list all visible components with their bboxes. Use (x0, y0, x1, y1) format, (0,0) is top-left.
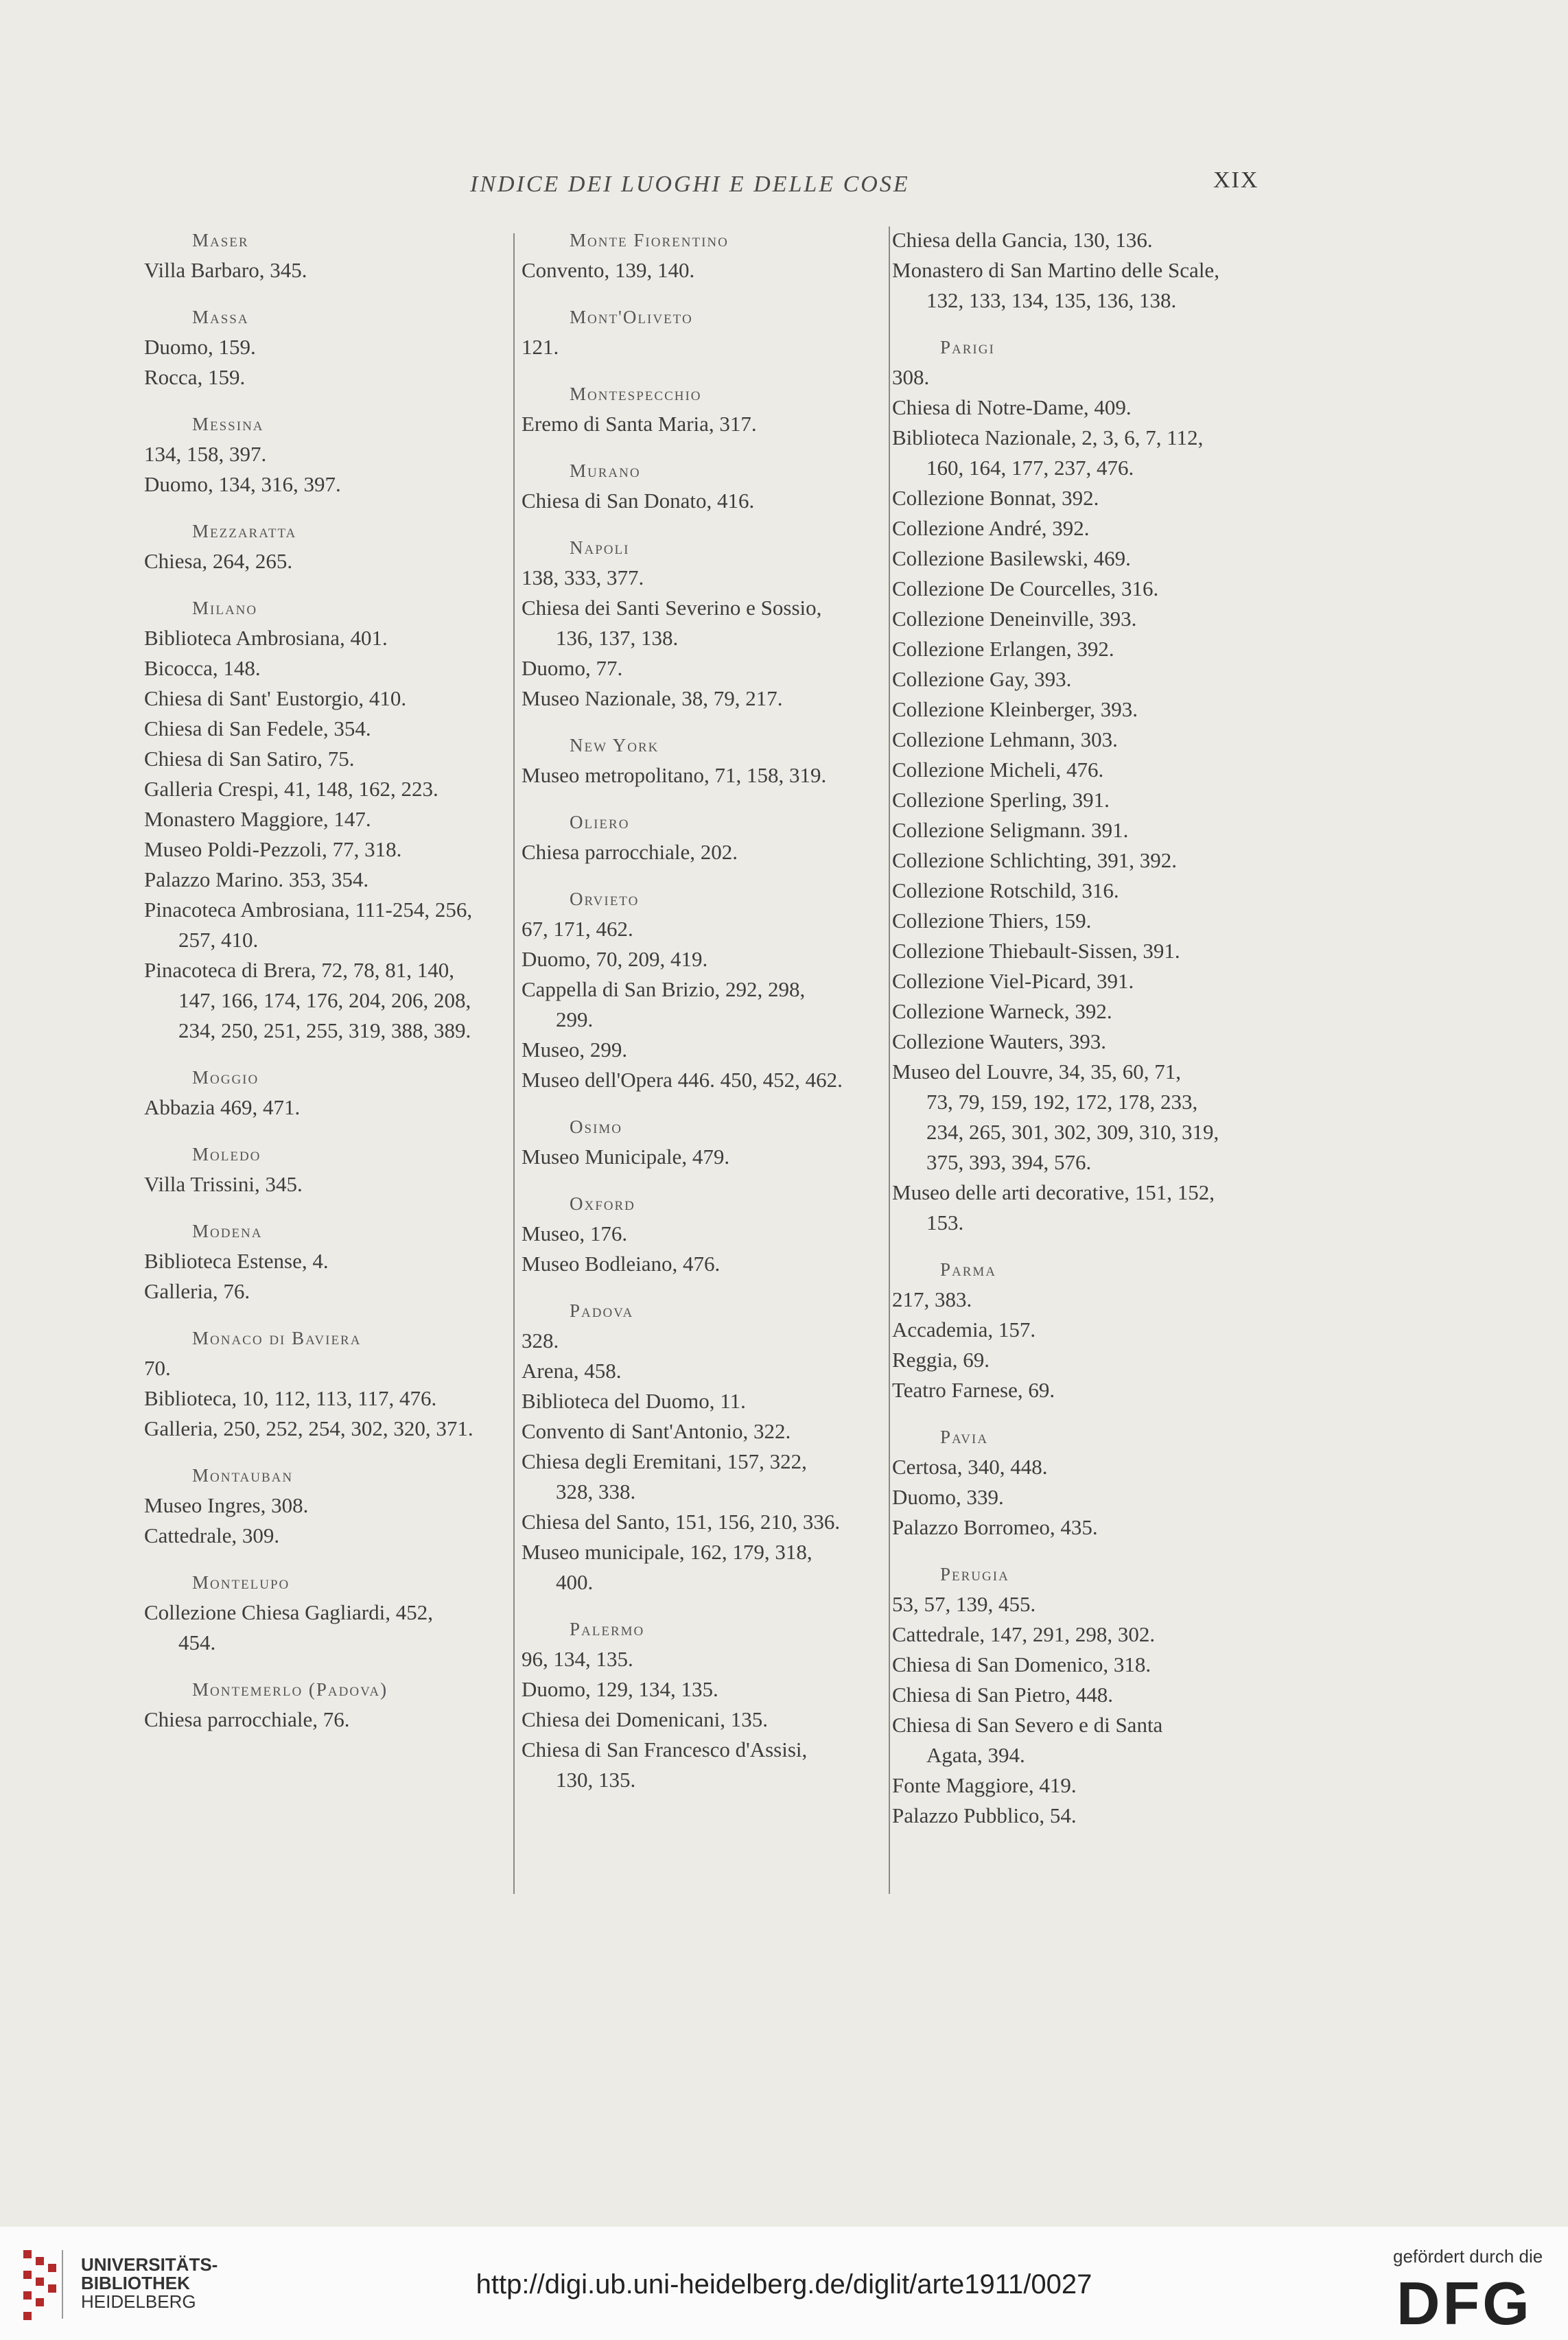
place-heading: Napoli (570, 537, 630, 558)
index-entry: 132, 133, 134, 135, 136, 138. (926, 288, 1177, 312)
place-heading: Parma (940, 1259, 997, 1280)
place-heading: Oliero (570, 812, 630, 832)
place-heading: Murano (570, 460, 641, 481)
index-entry: Museo del Louvre, 34, 35, 60, 71, (892, 1060, 1182, 1084)
index-entry: 121. (522, 335, 559, 359)
index-section (522, 533, 906, 714)
index-entry: Chiesa di Notre-Dame, 409. (892, 395, 1132, 419)
page-header (0, 167, 1568, 213)
index-entry: 96, 134, 135. (522, 1647, 633, 1671)
index-entry: Biblioteca Estense, 4. (144, 1249, 329, 1273)
index-entry: Villa Trissini, 345. (144, 1172, 303, 1196)
index-section (522, 1189, 906, 1279)
index-section (892, 1559, 1318, 1831)
index-entry: 130, 135. (556, 1768, 636, 1792)
place-heading: New York (570, 735, 659, 756)
index-section (144, 1323, 528, 1444)
library-name-line: UNIVERSITÄTS- (81, 2254, 218, 2275)
index-entry: Collezione Schlichting, 391, 392. (892, 848, 1178, 872)
place-heading: Moggio (192, 1067, 259, 1088)
index-entry: Chiesa di San Donato, 416. (522, 489, 755, 513)
index-entry: 375, 393, 394, 576. (926, 1150, 1092, 1174)
index-entry: Convento, 139, 140. (522, 258, 695, 282)
index-entry: 70. (144, 1356, 171, 1380)
index-entry: Chiesa di San Severo e di Santa (892, 1713, 1163, 1737)
index-section (892, 332, 1318, 1238)
index-entry: Agata, 394. (926, 1743, 1025, 1767)
index-entry: Collezione Viel-Picard, 391. (892, 969, 1134, 993)
index-entry: Collezione Gay, 393. (892, 667, 1072, 691)
place-heading: Palermo (570, 1619, 645, 1639)
place-heading: Mont'Oliveto (570, 307, 693, 327)
index-entry: Abbazia 469, 471. (144, 1095, 301, 1119)
index-entry: Collezione Wauters, 393. (892, 1029, 1107, 1053)
index-entry: Duomo, 129, 134, 135. (522, 1677, 718, 1701)
index-section (144, 516, 528, 576)
index-entry: Chiesa di Sant' Eustorgio, 410. (144, 686, 407, 710)
index-entry: Collezione Chiesa Gagliardi, 452, (144, 1600, 433, 1624)
index-entry: Eremo di Santa Maria, 317. (522, 412, 757, 436)
index-entry: 153. (926, 1210, 964, 1235)
index-entry: Museo Nazionale, 38, 79, 217. (522, 686, 783, 710)
index-entry: 147, 166, 174, 176, 204, 206, 208, (178, 988, 471, 1012)
index-entry: Collezione Sperling, 391. (892, 788, 1110, 812)
index-section (522, 1614, 906, 1795)
index-entry: Museo Poldi-Pezzoli, 77, 318. (144, 837, 402, 861)
permalink-url[interactable]: http://digi.ub.uni-heidelberg.de/diglit/arte1911/0027 (476, 2269, 1092, 2300)
library-name-line: BIBLIOTHEK (81, 2273, 190, 2293)
place-heading: Padova (570, 1300, 634, 1321)
index-section (144, 1460, 528, 1551)
index-entry: Chiesa di San Domenico, 318. (892, 1652, 1151, 1676)
index-entry: 299. (556, 1007, 594, 1031)
index-entry: Chiesa di San Satiro, 75. (144, 747, 355, 771)
index-entry: Galleria, 250, 252, 254, 302, 320, 371. (144, 1416, 473, 1440)
index-entry: Chiesa, 264, 265. (144, 549, 293, 573)
index-entry: Fonte Maggiore, 419. (892, 1773, 1077, 1797)
index-section (144, 1139, 528, 1200)
index-entry: Duomo, 339. (892, 1485, 1004, 1509)
index-entry: Chiesa dei Domenicani, 135. (522, 1707, 768, 1731)
place-heading: Moledo (192, 1144, 261, 1165)
index-section (522, 1296, 906, 1598)
index-entry: Collezione Deneinville, 393. (892, 607, 1137, 631)
place-heading: Maser (192, 230, 249, 250)
index-entry: Chiesa parrocchiale, 202. (522, 840, 738, 864)
index-entry: Reggia, 69. (892, 1348, 990, 1372)
index-entry: Convento di Sant'Antonio, 322. (522, 1419, 791, 1443)
index-section (522, 1112, 906, 1172)
index-entry: Chiesa della Gancia, 130, 136. (892, 228, 1153, 252)
index-section (144, 1216, 528, 1307)
index-entry: Bicocca, 148. (144, 656, 261, 680)
index-entry: Chiesa degli Eremitani, 157, 322, (522, 1449, 807, 1473)
index-section (892, 225, 1318, 316)
index-column-3 (892, 225, 1318, 1831)
index-section (144, 302, 528, 393)
index-column-2 (522, 225, 906, 1795)
place-heading: Montelupo (192, 1572, 290, 1593)
funding-text: gefördert durch die (1393, 2246, 1543, 2267)
index-entry: Palazzo Borromeo, 435. (892, 1515, 1098, 1539)
index-entry: Collezione Thiebault-Sissen, 391. (892, 939, 1180, 963)
index-entry: Duomo, 77. (522, 656, 623, 680)
place-heading: Monaco di Baviera (192, 1328, 362, 1348)
index-section (144, 409, 528, 500)
index-entry: Museo Bodleiano, 476. (522, 1252, 721, 1276)
index-entry: Collezione Erlangen, 392. (892, 637, 1114, 661)
index-entry: Galleria, 76. (144, 1279, 250, 1303)
index-entry: 328, 338. (556, 1479, 636, 1504)
index-entry: Chiesa parrocchiale, 76. (144, 1707, 350, 1731)
index-entry: 257, 410. (178, 928, 259, 952)
index-entry: Teatro Farnese, 69. (892, 1378, 1055, 1402)
index-entry: Collezione Rotschild, 316. (892, 878, 1119, 902)
index-entry: 234, 250, 251, 255, 319, 388, 389. (178, 1018, 471, 1042)
index-entry: Collezione Warneck, 392. (892, 999, 1112, 1023)
index-entry: Pinacoteca Ambrosiana, 111-254, 256, (144, 898, 473, 922)
index-entry: 138, 333, 377. (522, 565, 644, 589)
place-heading: Massa (192, 307, 249, 327)
index-entry: Collezione André, 392. (892, 516, 1090, 540)
index-entry: 328. (522, 1329, 559, 1353)
page-number: XIX (1213, 167, 1259, 193)
index-entry: Museo, 176. (522, 1221, 628, 1245)
index-section (522, 884, 906, 1095)
library-name-line: HEIDELBERG (81, 2291, 196, 2312)
index-entry: Cattedrale, 147, 291, 298, 302. (892, 1622, 1156, 1646)
index-entry: Collezione Bonnat, 392. (892, 486, 1099, 510)
index-entry: Museo, 299. (522, 1038, 628, 1062)
index-entry: Biblioteca del Duomo, 11. (522, 1389, 746, 1413)
index-entry: Monastero di San Martino delle Scale, (892, 258, 1219, 282)
index-entry: Museo metropolitano, 71, 158, 319. (522, 763, 827, 787)
index-column-1 (144, 225, 528, 1735)
index-entry: Palazzo Marino. 353, 354. (144, 867, 369, 891)
index-entry: Cattedrale, 309. (144, 1523, 280, 1547)
index-entry: Chiesa del Santo, 151, 156, 210, 336. (522, 1510, 841, 1534)
index-entry: 217, 383. (892, 1287, 972, 1311)
index-entry: Villa Barbaro, 345. (144, 258, 307, 282)
place-heading: Monte Fiorentino (570, 230, 729, 250)
index-entry: 454. (178, 1630, 216, 1654)
index-entry: Museo dell'Opera 446. 450, 452, 462. (522, 1068, 843, 1092)
index-entry: Duomo, 159. (144, 335, 256, 359)
index-entry: 308. (892, 365, 930, 389)
index-entry: Biblioteca, 10, 112, 113, 117, 476. (144, 1386, 437, 1410)
index-entry: Monastero Maggiore, 147. (144, 807, 371, 831)
index-entry: Museo Municipale, 479. (522, 1145, 730, 1169)
index-entry: Biblioteca Nazionale, 2, 3, 6, 7, 112, (892, 425, 1204, 449)
index-entry: Collezione Lehmann, 303. (892, 727, 1118, 751)
index-entry: Chiesa di San Fedele, 354. (144, 716, 371, 740)
place-heading: Parigi (940, 337, 995, 358)
place-heading: Mezzaratta (192, 521, 297, 541)
index-entry: Duomo, 70, 209, 419. (522, 947, 708, 971)
place-heading: Milano (192, 598, 258, 618)
index-section (892, 1422, 1318, 1543)
index-entry: Pinacoteca di Brera, 72, 78, 81, 140, (144, 958, 454, 982)
index-entry: Collezione Kleinberger, 393. (892, 697, 1138, 721)
place-heading: Perugia (940, 1564, 1009, 1584)
index-entry: Collezione Thiers, 159. (892, 909, 1092, 933)
index-entry: Arena, 458. (522, 1359, 622, 1383)
index-section (144, 1567, 528, 1658)
index-section (892, 1254, 1318, 1405)
index-entry: 160, 164, 177, 237, 476. (926, 456, 1134, 480)
index-entry: Museo Ingres, 308. (144, 1493, 309, 1517)
index-entry: 136, 137, 138. (556, 626, 679, 650)
place-heading: Osimo (570, 1116, 623, 1137)
running-title: INDICE DEI LUOGHI E DELLE COSE (470, 172, 910, 197)
index-entry: 400. (556, 1570, 594, 1594)
index-entry: Chiesa dei Santi Severino e Sossio, (522, 596, 822, 620)
index-section (522, 302, 906, 362)
index-entry: 53, 57, 139, 455. (892, 1592, 1036, 1616)
viewer-footer (0, 2227, 1568, 2340)
index-entry: Certosa, 340, 448. (892, 1455, 1048, 1479)
index-entry: Collezione Micheli, 476. (892, 758, 1104, 782)
index-entry: Museo delle arti decorative, 151, 152, (892, 1180, 1215, 1204)
index-entry: 134, 158, 397. (144, 442, 267, 466)
index-section (522, 379, 906, 439)
index-entry: Duomo, 134, 316, 397. (144, 472, 341, 496)
index-entry: 67, 171, 462. (522, 917, 633, 941)
index-entry: Chiesa di San Francesco d'Assisi, (522, 1738, 808, 1762)
index-section (144, 1674, 528, 1735)
index-entry: 234, 265, 301, 302, 309, 310, 319, (926, 1120, 1219, 1144)
index-section (522, 456, 906, 516)
index-section (522, 730, 906, 791)
place-heading: Montespecchio (570, 384, 702, 404)
index-entry: Museo municipale, 162, 179, 318, (522, 1540, 812, 1564)
place-heading: Pavia (940, 1427, 989, 1447)
index-entry: Palazzo Pubblico, 54. (892, 1803, 1077, 1827)
index-entry: 73, 79, 159, 192, 172, 178, 233, (926, 1090, 1198, 1114)
place-heading: Montemerlo (Padova) (192, 1679, 388, 1700)
index-entry: Collezione De Courcelles, 316. (892, 576, 1159, 600)
index-section (144, 1062, 528, 1123)
index-entry: Rocca, 159. (144, 365, 246, 389)
index-section (522, 225, 906, 285)
dfg-logo: DFG (1396, 2269, 1532, 2337)
index-section (144, 593, 528, 1046)
index-entry: Galleria Crespi, 41, 148, 162, 223. (144, 777, 438, 801)
index-section (144, 225, 528, 285)
place-heading: Modena (192, 1221, 263, 1241)
index-entry: Accademia, 157. (892, 1318, 1036, 1342)
index-entry: Biblioteca Ambrosiana, 401. (144, 626, 388, 650)
place-heading: Montauban (192, 1465, 294, 1486)
index-entry: Collezione Basilewski, 469. (892, 546, 1131, 570)
place-heading: Oxford (570, 1193, 635, 1214)
index-entry: Chiesa di San Pietro, 448. (892, 1683, 1114, 1707)
index-entry: Cappella di San Brizio, 292, 298, (522, 977, 806, 1001)
index-section (522, 807, 906, 867)
place-heading: Orvieto (570, 889, 640, 909)
index-entry: Collezione Seligmann. 391. (892, 818, 1129, 842)
place-heading: Messina (192, 414, 264, 434)
